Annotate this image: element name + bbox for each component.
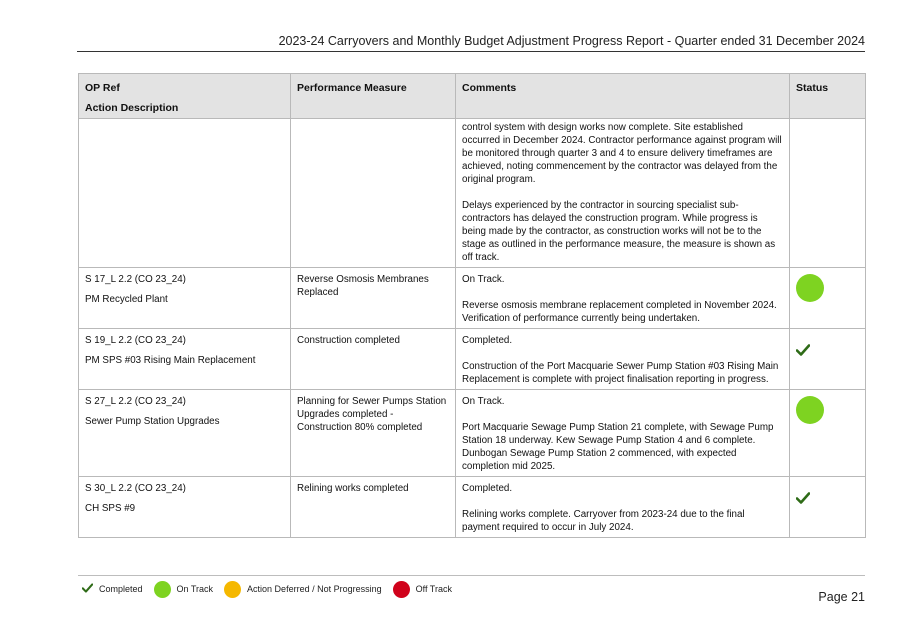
status-cell (790, 119, 866, 268)
op-ref-code: S 19_L 2.2 (CO 23_24) (85, 335, 186, 346)
legend-on-track (154, 581, 214, 598)
table-row (79, 390, 866, 477)
measure-cell (291, 390, 456, 477)
check-icon (82, 583, 93, 595)
status-cell (790, 268, 866, 329)
op-ref-header: OP Ref (85, 82, 120, 94)
action-description-header: Action Description (85, 102, 179, 114)
status-cell (790, 477, 866, 538)
comment-status-line: Completed. (462, 483, 513, 494)
comment-paragraph: Port Macquarie Sewage Pump Station 21 complete, with Sewage Pump Station 18 underway. Kew Sewage Pump Station 4 and 6 complete. Dunbogan Sewage Pump Station 2 commenced, with expected completion mid 2025. (462, 422, 774, 472)
green-circle-icon (154, 581, 171, 598)
amber-circle-icon (224, 581, 241, 598)
op-ref-cell (79, 119, 291, 268)
performance-measure-header: Performance Measure (297, 82, 407, 94)
table-row (79, 477, 866, 538)
action-description: Sewer Pump Station Upgrades (85, 416, 220, 427)
comment-paragraph: Delays experienced by the contractor in sourcing specialist sub-contractors has delayed the construction program. While progress is being made by the contractor, as construction works will not be to the stage as outlined in the performance measure, the measure is shown as off track. (462, 200, 776, 263)
table-body (79, 119, 866, 538)
footer-divider (78, 575, 865, 576)
op-ref-cell (79, 329, 291, 390)
op-ref-cell (79, 268, 291, 329)
legend-label: Completed (99, 584, 143, 594)
action-description: CH SPS #9 (85, 503, 136, 514)
comment-paragraph: Construction of the Port Macquarie Sewer Pump Station #03 Rising Main Replacement is complete with project finalisation reporting in progress. (462, 361, 779, 385)
comments-cell (456, 119, 790, 268)
measure-cell (291, 329, 456, 390)
op-ref-cell (79, 390, 291, 477)
op-ref-cell (79, 477, 291, 538)
table-row (79, 329, 866, 390)
comment-status-line: On Track. (462, 274, 505, 285)
legend-label: On Track (176, 584, 214, 594)
table-row (79, 119, 866, 268)
table-row (79, 268, 866, 329)
column-header-comments (456, 74, 790, 119)
comments-header: Comments (462, 82, 517, 94)
comment-paragraph: Relining works complete. Carryover from 2023-24 due to the final payment required to occur in July 2024. (462, 509, 745, 533)
status-header: Status (796, 82, 829, 94)
status-cell (790, 329, 866, 390)
comment-status-line: Completed. (462, 335, 513, 346)
comments-cell (456, 268, 790, 329)
on-track-status-icon (796, 274, 824, 302)
column-header-op-ref (79, 74, 291, 119)
performance-measure: Reverse Osmosis Membranes Replaced (297, 274, 429, 298)
comment-paragraph: control system with design works now complete. Site established occurred in December 2024. Contractor performance against program will be monitored through quarter 3 and 4 to ensure delivery timeframes are achieved, noting commencement by the contractor was delayed from the original program. (462, 122, 782, 185)
performance-measure: Construction completed (297, 335, 400, 346)
measure-cell (291, 119, 456, 268)
op-ref-code: S 17_L 2.2 (CO 23_24) (85, 274, 186, 285)
comments-cell (456, 329, 790, 390)
performance-measure: Planning for Sewer Pumps Station Upgrades completed - Construction 80% completed (297, 396, 447, 433)
legend-label: Action Deferred / Not Progressing (247, 584, 382, 594)
comment-status-line: On Track. (462, 396, 505, 407)
status-legend (82, 579, 463, 599)
check-icon (796, 492, 810, 508)
comments-cell (456, 477, 790, 538)
column-header-status (790, 74, 866, 119)
status-cell (790, 390, 866, 477)
op-ref-code: S 30_L 2.2 (CO 23_24) (85, 483, 186, 494)
column-header-performance-measure (291, 74, 456, 119)
legend-completed (82, 583, 143, 595)
measure-cell (291, 268, 456, 329)
progress-table (78, 73, 866, 538)
table-header-row (79, 74, 866, 119)
op-ref-code: S 27_L 2.2 (CO 23_24) (85, 396, 186, 407)
comments-cell (456, 390, 790, 477)
comment-paragraph: Reverse osmosis membrane replacement completed in November 2024. Verification of performance currently being undertaken. (462, 300, 777, 324)
report-title: 2023-24 Carryovers and Monthly Budget Adjustment Progress Report - Quarter ended 31 December 2024 (278, 34, 865, 48)
legend-label: Off Track (415, 584, 452, 594)
page-number: Page 21 (818, 590, 865, 604)
action-description: PM SPS #03 Rising Main Replacement (85, 355, 256, 366)
on-track-status-icon (796, 396, 824, 424)
red-circle-icon (393, 581, 410, 598)
performance-measure: Relining works completed (297, 483, 409, 494)
header-divider (77, 51, 865, 52)
legend-deferred (224, 581, 382, 598)
check-icon (796, 344, 810, 360)
action-description: PM Recycled Plant (85, 294, 168, 305)
legend-off-track (393, 581, 452, 598)
measure-cell (291, 477, 456, 538)
